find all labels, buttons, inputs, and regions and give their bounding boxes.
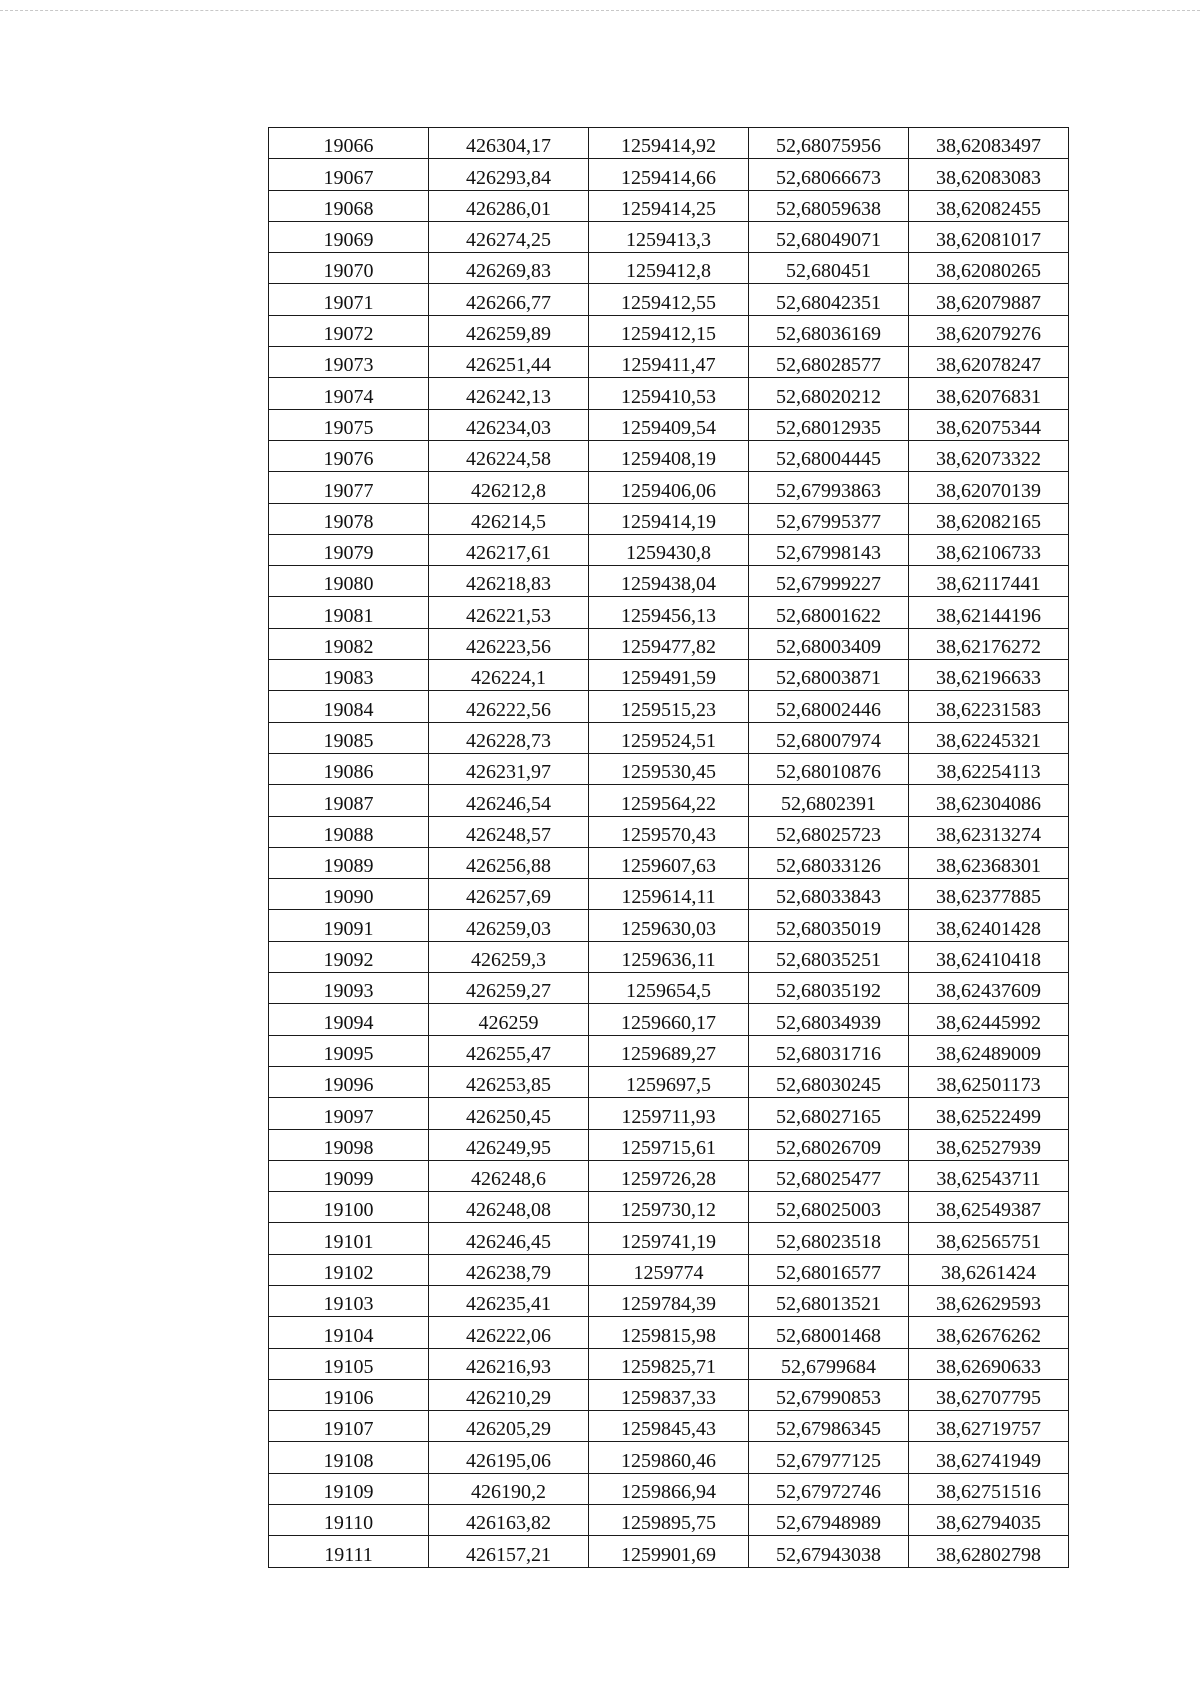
- longitude-cell: 38,62543711: [909, 1160, 1069, 1191]
- point-number-cell: 19067: [269, 159, 429, 190]
- point-number-cell: 19075: [269, 409, 429, 440]
- y-coordinate-cell: 1259414,19: [589, 503, 749, 534]
- x-coordinate-cell: 426257,69: [429, 879, 589, 910]
- latitude-cell: 52,68035019: [749, 910, 909, 941]
- point-number-cell: 19096: [269, 1066, 429, 1097]
- table-row: [269, 1536, 1069, 1567]
- table-row: [269, 1411, 1069, 1442]
- table-row: [269, 1066, 1069, 1097]
- latitude-cell: 52,68025477: [749, 1160, 909, 1191]
- y-coordinate-cell: 1259564,22: [589, 785, 749, 816]
- x-coordinate-cell: 426195,06: [429, 1442, 589, 1473]
- longitude-cell: 38,62368301: [909, 847, 1069, 878]
- y-coordinate-cell: 1259614,11: [589, 879, 749, 910]
- table-row: [269, 503, 1069, 534]
- latitude-cell: 52,68027165: [749, 1098, 909, 1129]
- table-row: [269, 785, 1069, 816]
- table-row: [269, 1098, 1069, 1129]
- latitude-cell: 52,68003409: [749, 628, 909, 659]
- x-coordinate-cell: 426242,13: [429, 378, 589, 409]
- table-row: [269, 159, 1069, 190]
- x-coordinate-cell: 426293,84: [429, 159, 589, 190]
- longitude-cell: 38,62081017: [909, 221, 1069, 252]
- latitude-cell: 52,68035251: [749, 941, 909, 972]
- x-coordinate-cell: 426286,01: [429, 190, 589, 221]
- table-row: [269, 378, 1069, 409]
- point-number-cell: 19108: [269, 1442, 429, 1473]
- point-number-cell: 19093: [269, 973, 429, 1004]
- y-coordinate-cell: 1259413,3: [589, 221, 749, 252]
- longitude-cell: 38,62802798: [909, 1536, 1069, 1567]
- latitude-cell: 52,68004445: [749, 440, 909, 471]
- point-number-cell: 19100: [269, 1192, 429, 1223]
- table-row: [269, 221, 1069, 252]
- point-number-cell: 19072: [269, 315, 429, 346]
- x-coordinate-cell: 426214,5: [429, 503, 589, 534]
- scan-edge-line: [0, 10, 1200, 11]
- x-coordinate-cell: 426274,25: [429, 221, 589, 252]
- x-coordinate-cell: 426163,82: [429, 1505, 589, 1536]
- latitude-cell: 52,68010876: [749, 753, 909, 784]
- y-coordinate-cell: 1259412,15: [589, 315, 749, 346]
- y-coordinate-cell: 1259866,94: [589, 1473, 749, 1504]
- longitude-cell: 38,62254113: [909, 753, 1069, 784]
- table-row: [269, 1442, 1069, 1473]
- x-coordinate-cell: 426249,95: [429, 1129, 589, 1160]
- longitude-cell: 38,62565751: [909, 1223, 1069, 1254]
- point-number-cell: 19080: [269, 566, 429, 597]
- point-number-cell: 19070: [269, 253, 429, 284]
- y-coordinate-cell: 1259774: [589, 1254, 749, 1285]
- table-row: [269, 1379, 1069, 1410]
- table-row: [269, 315, 1069, 346]
- latitude-cell: 52,68033843: [749, 879, 909, 910]
- latitude-cell: 52,68023518: [749, 1223, 909, 1254]
- y-coordinate-cell: 1259414,92: [589, 128, 749, 159]
- latitude-cell: 52,68059638: [749, 190, 909, 221]
- latitude-cell: 52,68001468: [749, 1317, 909, 1348]
- y-coordinate-cell: 1259411,47: [589, 347, 749, 378]
- point-number-cell: 19074: [269, 378, 429, 409]
- point-number-cell: 19090: [269, 879, 429, 910]
- table-row: [269, 879, 1069, 910]
- longitude-cell: 38,62083497: [909, 128, 1069, 159]
- latitude-cell: 52,6799684: [749, 1348, 909, 1379]
- point-number-cell: 19084: [269, 691, 429, 722]
- table-body: [269, 128, 1069, 1568]
- x-coordinate-cell: 426259: [429, 1004, 589, 1035]
- x-coordinate-cell: 426224,58: [429, 440, 589, 471]
- table-row: [269, 1348, 1069, 1379]
- table-row: [269, 409, 1069, 440]
- longitude-cell: 38,62751516: [909, 1473, 1069, 1504]
- longitude-cell: 38,62501173: [909, 1066, 1069, 1097]
- longitude-cell: 38,62106733: [909, 534, 1069, 565]
- point-number-cell: 19099: [269, 1160, 429, 1191]
- y-coordinate-cell: 1259660,17: [589, 1004, 749, 1035]
- longitude-cell: 38,62079887: [909, 284, 1069, 315]
- table-row: [269, 847, 1069, 878]
- table-row: [269, 347, 1069, 378]
- longitude-cell: 38,62245321: [909, 722, 1069, 753]
- longitude-cell: 38,62437609: [909, 973, 1069, 1004]
- y-coordinate-cell: 1259825,71: [589, 1348, 749, 1379]
- x-coordinate-cell: 426259,3: [429, 941, 589, 972]
- point-number-cell: 19106: [269, 1379, 429, 1410]
- point-number-cell: 19073: [269, 347, 429, 378]
- point-number-cell: 19086: [269, 753, 429, 784]
- table-row: [269, 1285, 1069, 1316]
- table-row: [269, 1254, 1069, 1285]
- point-number-cell: 19101: [269, 1223, 429, 1254]
- table-row: [269, 816, 1069, 847]
- x-coordinate-cell: 426205,29: [429, 1411, 589, 1442]
- x-coordinate-cell: 426218,83: [429, 566, 589, 597]
- latitude-cell: 52,68034939: [749, 1004, 909, 1035]
- point-number-cell: 19071: [269, 284, 429, 315]
- x-coordinate-cell: 426251,44: [429, 347, 589, 378]
- longitude-cell: 38,62076831: [909, 378, 1069, 409]
- x-coordinate-cell: 426222,56: [429, 691, 589, 722]
- y-coordinate-cell: 1259654,5: [589, 973, 749, 1004]
- y-coordinate-cell: 1259438,04: [589, 566, 749, 597]
- coordinates-table: [268, 127, 1069, 1568]
- x-coordinate-cell: 426248,6: [429, 1160, 589, 1191]
- longitude-cell: 38,62401428: [909, 910, 1069, 941]
- y-coordinate-cell: 1259530,45: [589, 753, 749, 784]
- y-coordinate-cell: 1259607,63: [589, 847, 749, 878]
- longitude-cell: 38,62078247: [909, 347, 1069, 378]
- x-coordinate-cell: 426259,27: [429, 973, 589, 1004]
- x-coordinate-cell: 426269,83: [429, 253, 589, 284]
- y-coordinate-cell: 1259689,27: [589, 1035, 749, 1066]
- table-row: [269, 660, 1069, 691]
- latitude-cell: 52,68036169: [749, 315, 909, 346]
- latitude-cell: 52,68075956: [749, 128, 909, 159]
- y-coordinate-cell: 1259408,19: [589, 440, 749, 471]
- latitude-cell: 52,67948989: [749, 1505, 909, 1536]
- longitude-cell: 38,62794035: [909, 1505, 1069, 1536]
- longitude-cell: 38,62741949: [909, 1442, 1069, 1473]
- y-coordinate-cell: 1259414,66: [589, 159, 749, 190]
- table-row: [269, 722, 1069, 753]
- latitude-cell: 52,68013521: [749, 1285, 909, 1316]
- y-coordinate-cell: 1259901,69: [589, 1536, 749, 1567]
- longitude-cell: 38,62313274: [909, 816, 1069, 847]
- x-coordinate-cell: 426235,41: [429, 1285, 589, 1316]
- latitude-cell: 52,68012935: [749, 409, 909, 440]
- table-row: [269, 128, 1069, 159]
- latitude-cell: 52,68007974: [749, 722, 909, 753]
- y-coordinate-cell: 1259697,5: [589, 1066, 749, 1097]
- table-row: [269, 628, 1069, 659]
- longitude-cell: 38,62707795: [909, 1379, 1069, 1410]
- table-row: [269, 597, 1069, 628]
- y-coordinate-cell: 1259726,28: [589, 1160, 749, 1191]
- y-coordinate-cell: 1259412,8: [589, 253, 749, 284]
- point-number-cell: 19105: [269, 1348, 429, 1379]
- y-coordinate-cell: 1259491,59: [589, 660, 749, 691]
- table-row: [269, 440, 1069, 471]
- latitude-cell: 52,680451: [749, 253, 909, 284]
- latitude-cell: 52,68066673: [749, 159, 909, 190]
- y-coordinate-cell: 1259412,55: [589, 284, 749, 315]
- longitude-cell: 38,62629593: [909, 1285, 1069, 1316]
- point-number-cell: 19069: [269, 221, 429, 252]
- longitude-cell: 38,62117441: [909, 566, 1069, 597]
- point-number-cell: 19097: [269, 1098, 429, 1129]
- y-coordinate-cell: 1259515,23: [589, 691, 749, 722]
- y-coordinate-cell: 1259741,19: [589, 1223, 749, 1254]
- longitude-cell: 38,62083083: [909, 159, 1069, 190]
- y-coordinate-cell: 1259711,93: [589, 1098, 749, 1129]
- latitude-cell: 52,6802391: [749, 785, 909, 816]
- y-coordinate-cell: 1259409,54: [589, 409, 749, 440]
- latitude-cell: 52,68031716: [749, 1035, 909, 1066]
- point-number-cell: 19102: [269, 1254, 429, 1285]
- longitude-cell: 38,62445992: [909, 1004, 1069, 1035]
- longitude-cell: 38,62527939: [909, 1129, 1069, 1160]
- table-row: [269, 1505, 1069, 1536]
- x-coordinate-cell: 426253,85: [429, 1066, 589, 1097]
- y-coordinate-cell: 1259406,06: [589, 472, 749, 503]
- latitude-cell: 52,67990853: [749, 1379, 909, 1410]
- y-coordinate-cell: 1259815,98: [589, 1317, 749, 1348]
- table-row: [269, 190, 1069, 221]
- x-coordinate-cell: 426255,47: [429, 1035, 589, 1066]
- y-coordinate-cell: 1259630,03: [589, 910, 749, 941]
- x-coordinate-cell: 426256,88: [429, 847, 589, 878]
- point-number-cell: 19098: [269, 1129, 429, 1160]
- longitude-cell: 38,62522499: [909, 1098, 1069, 1129]
- point-number-cell: 19078: [269, 503, 429, 534]
- x-coordinate-cell: 426224,1: [429, 660, 589, 691]
- latitude-cell: 52,68020212: [749, 378, 909, 409]
- latitude-cell: 52,67972746: [749, 1473, 909, 1504]
- point-number-cell: 19092: [269, 941, 429, 972]
- longitude-cell: 38,62080265: [909, 253, 1069, 284]
- x-coordinate-cell: 426248,08: [429, 1192, 589, 1223]
- point-number-cell: 19087: [269, 785, 429, 816]
- latitude-cell: 52,68042351: [749, 284, 909, 315]
- longitude-cell: 38,62073322: [909, 440, 1069, 471]
- table-row: [269, 566, 1069, 597]
- table-row: [269, 941, 1069, 972]
- longitude-cell: 38,62410418: [909, 941, 1069, 972]
- y-coordinate-cell: 1259570,43: [589, 816, 749, 847]
- x-coordinate-cell: 426222,06: [429, 1317, 589, 1348]
- longitude-cell: 38,6261424: [909, 1254, 1069, 1285]
- point-number-cell: 19079: [269, 534, 429, 565]
- table-row: [269, 691, 1069, 722]
- latitude-cell: 52,68033126: [749, 847, 909, 878]
- table-row: [269, 973, 1069, 1004]
- y-coordinate-cell: 1259410,53: [589, 378, 749, 409]
- point-number-cell: 19104: [269, 1317, 429, 1348]
- point-number-cell: 19088: [269, 816, 429, 847]
- y-coordinate-cell: 1259730,12: [589, 1192, 749, 1223]
- point-number-cell: 19083: [269, 660, 429, 691]
- x-coordinate-cell: 426234,03: [429, 409, 589, 440]
- y-coordinate-cell: 1259414,25: [589, 190, 749, 221]
- table-row: [269, 1473, 1069, 1504]
- y-coordinate-cell: 1259845,43: [589, 1411, 749, 1442]
- longitude-cell: 38,62489009: [909, 1035, 1069, 1066]
- point-number-cell: 19066: [269, 128, 429, 159]
- y-coordinate-cell: 1259477,82: [589, 628, 749, 659]
- longitude-cell: 38,62676262: [909, 1317, 1069, 1348]
- x-coordinate-cell: 426210,29: [429, 1379, 589, 1410]
- x-coordinate-cell: 426212,8: [429, 472, 589, 503]
- latitude-cell: 52,68049071: [749, 221, 909, 252]
- x-coordinate-cell: 426190,2: [429, 1473, 589, 1504]
- table-row: [269, 1129, 1069, 1160]
- y-coordinate-cell: 1259784,39: [589, 1285, 749, 1316]
- y-coordinate-cell: 1259456,13: [589, 597, 749, 628]
- latitude-cell: 52,67998143: [749, 534, 909, 565]
- point-number-cell: 19103: [269, 1285, 429, 1316]
- longitude-cell: 38,62176272: [909, 628, 1069, 659]
- table-row: [269, 534, 1069, 565]
- x-coordinate-cell: 426221,53: [429, 597, 589, 628]
- point-number-cell: 19109: [269, 1473, 429, 1504]
- y-coordinate-cell: 1259715,61: [589, 1129, 749, 1160]
- latitude-cell: 52,67995377: [749, 503, 909, 534]
- latitude-cell: 52,68025003: [749, 1192, 909, 1223]
- point-number-cell: 19089: [269, 847, 429, 878]
- longitude-cell: 38,62719757: [909, 1411, 1069, 1442]
- table-row: [269, 472, 1069, 503]
- longitude-cell: 38,62070139: [909, 472, 1069, 503]
- longitude-cell: 38,62144196: [909, 597, 1069, 628]
- latitude-cell: 52,67993863: [749, 472, 909, 503]
- point-number-cell: 19068: [269, 190, 429, 221]
- longitude-cell: 38,62082455: [909, 190, 1069, 221]
- point-number-cell: 19095: [269, 1035, 429, 1066]
- x-coordinate-cell: 426223,56: [429, 628, 589, 659]
- table-row: [269, 253, 1069, 284]
- point-number-cell: 19082: [269, 628, 429, 659]
- latitude-cell: 52,68030245: [749, 1066, 909, 1097]
- point-number-cell: 19111: [269, 1536, 429, 1567]
- x-coordinate-cell: 426228,73: [429, 722, 589, 753]
- x-coordinate-cell: 426246,54: [429, 785, 589, 816]
- longitude-cell: 38,62690633: [909, 1348, 1069, 1379]
- latitude-cell: 52,67977125: [749, 1442, 909, 1473]
- y-coordinate-cell: 1259430,8: [589, 534, 749, 565]
- y-coordinate-cell: 1259860,46: [589, 1442, 749, 1473]
- x-coordinate-cell: 426246,45: [429, 1223, 589, 1254]
- longitude-cell: 38,62304086: [909, 785, 1069, 816]
- point-number-cell: 19091: [269, 910, 429, 941]
- table-row: [269, 910, 1069, 941]
- latitude-cell: 52,68002446: [749, 691, 909, 722]
- table-row: [269, 1317, 1069, 1348]
- longitude-cell: 38,62075344: [909, 409, 1069, 440]
- point-number-cell: 19076: [269, 440, 429, 471]
- table-row: [269, 1160, 1069, 1191]
- x-coordinate-cell: 426238,79: [429, 1254, 589, 1285]
- x-coordinate-cell: 426216,93: [429, 1348, 589, 1379]
- point-number-cell: 19077: [269, 472, 429, 503]
- longitude-cell: 38,62231583: [909, 691, 1069, 722]
- table-row: [269, 1192, 1069, 1223]
- latitude-cell: 52,68028577: [749, 347, 909, 378]
- x-coordinate-cell: 426304,17: [429, 128, 589, 159]
- table-row: [269, 284, 1069, 315]
- longitude-cell: 38,62377885: [909, 879, 1069, 910]
- y-coordinate-cell: 1259895,75: [589, 1505, 749, 1536]
- y-coordinate-cell: 1259524,51: [589, 722, 749, 753]
- table-row: [269, 1223, 1069, 1254]
- y-coordinate-cell: 1259837,33: [589, 1379, 749, 1410]
- x-coordinate-cell: 426259,03: [429, 910, 589, 941]
- table-row: [269, 753, 1069, 784]
- x-coordinate-cell: 426259,89: [429, 315, 589, 346]
- latitude-cell: 52,68035192: [749, 973, 909, 1004]
- latitude-cell: 52,68026709: [749, 1129, 909, 1160]
- x-coordinate-cell: 426157,21: [429, 1536, 589, 1567]
- latitude-cell: 52,68003871: [749, 660, 909, 691]
- latitude-cell: 52,67986345: [749, 1411, 909, 1442]
- x-coordinate-cell: 426266,77: [429, 284, 589, 315]
- x-coordinate-cell: 426250,45: [429, 1098, 589, 1129]
- point-number-cell: 19107: [269, 1411, 429, 1442]
- table-row: [269, 1035, 1069, 1066]
- longitude-cell: 38,62079276: [909, 315, 1069, 346]
- latitude-cell: 52,68025723: [749, 816, 909, 847]
- longitude-cell: 38,62196633: [909, 660, 1069, 691]
- longitude-cell: 38,62549387: [909, 1192, 1069, 1223]
- longitude-cell: 38,62082165: [909, 503, 1069, 534]
- latitude-cell: 52,68016577: [749, 1254, 909, 1285]
- table-row: [269, 1004, 1069, 1035]
- x-coordinate-cell: 426248,57: [429, 816, 589, 847]
- latitude-cell: 52,68001622: [749, 597, 909, 628]
- x-coordinate-cell: 426217,61: [429, 534, 589, 565]
- y-coordinate-cell: 1259636,11: [589, 941, 749, 972]
- x-coordinate-cell: 426231,97: [429, 753, 589, 784]
- latitude-cell: 52,67999227: [749, 566, 909, 597]
- point-number-cell: 19085: [269, 722, 429, 753]
- latitude-cell: 52,67943038: [749, 1536, 909, 1567]
- point-number-cell: 19094: [269, 1004, 429, 1035]
- point-number-cell: 19081: [269, 597, 429, 628]
- point-number-cell: 19110: [269, 1505, 429, 1536]
